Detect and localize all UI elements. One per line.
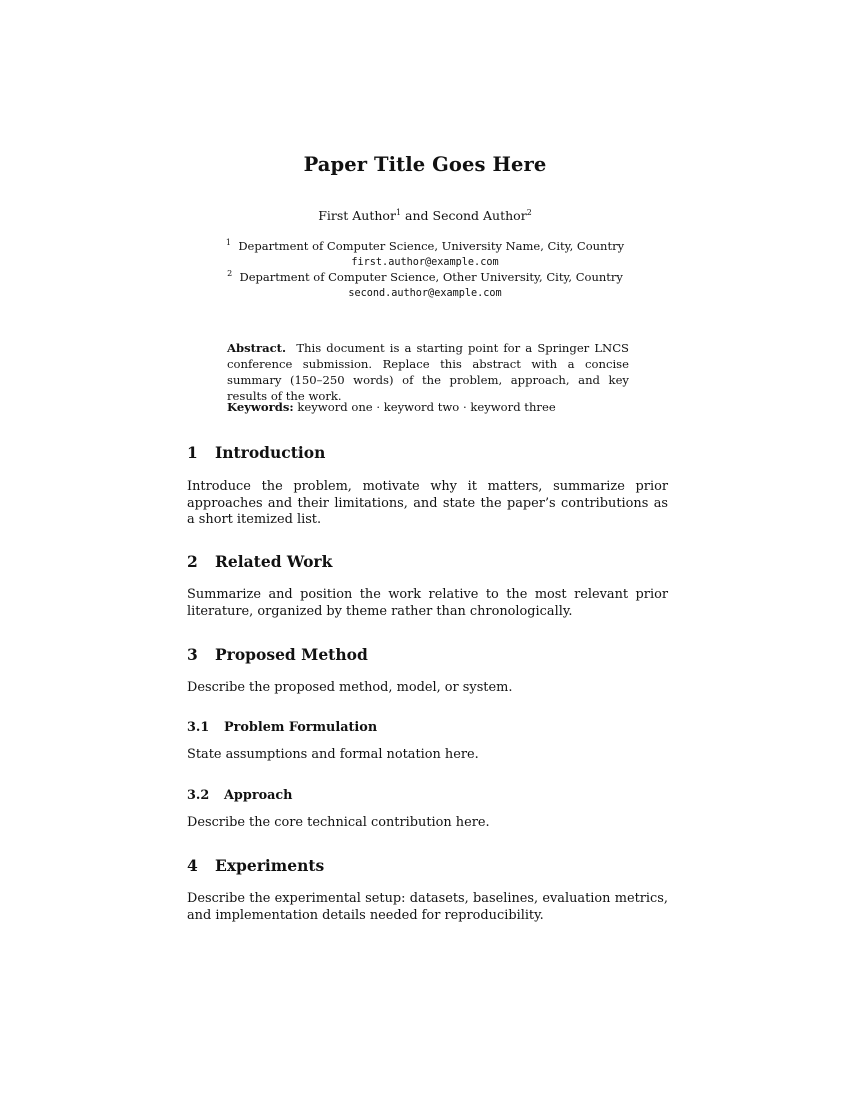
subsection-body-problem-formulation: State assumptions and formal notation here. xyxy=(187,747,479,762)
author-mark: 1 xyxy=(395,207,402,217)
section-body-introduction: Introduce the problem, motivate why it matters, summarize prior approaches and their limitations, and state the paper’s contributions as a short itemized list. xyxy=(187,479,668,528)
author-mark: 2 xyxy=(526,207,532,217)
abstract xyxy=(227,340,629,404)
subsection-body-approach: Describe the core technical contribution here. xyxy=(187,815,490,830)
keywords-label: Keywords: xyxy=(227,400,294,414)
author-name: First Author xyxy=(318,208,396,223)
section-number: 3 xyxy=(187,645,198,664)
subsection-heading-approach xyxy=(187,788,668,803)
abstract-label: Abstract. xyxy=(227,341,287,355)
author-line xyxy=(0,208,850,223)
section-number: 1 xyxy=(187,443,198,462)
affiliation-1-email: first.author@example.com xyxy=(351,257,499,268)
section-heading-experiments xyxy=(187,856,668,875)
subsection-number: 3.1 xyxy=(187,720,210,735)
affiliation-2-email: second.author@example.com xyxy=(348,288,502,299)
section-title: Proposed Method xyxy=(215,645,368,664)
section-title: Related Work xyxy=(215,552,333,571)
author-joiner: and xyxy=(405,208,429,223)
subsection-title: Approach xyxy=(224,788,293,803)
abstract-text: This document is a starting point for a Springer LNCS conference submission. Replace this abstract with a concise summary (150–250 words) of the problem, approach, and key results of the work. xyxy=(227,341,630,403)
section-number: 2 xyxy=(187,552,198,571)
subsection-number: 3.2 xyxy=(187,788,210,803)
section-title: Experiments xyxy=(215,856,325,875)
section-number: 4 xyxy=(187,856,198,875)
affiliation-1 xyxy=(0,239,850,253)
subsection-title: Problem Formulation xyxy=(224,720,378,735)
affiliation-mark: 2 xyxy=(227,269,233,279)
affiliation-text: Department of Computer Science, University Name, City, Country xyxy=(238,239,625,253)
section-heading-introduction xyxy=(187,443,668,462)
paper-title: Paper Title Goes Here xyxy=(303,153,547,176)
section-title: Introduction xyxy=(215,443,326,462)
author-name: Second Author xyxy=(432,208,527,223)
keywords xyxy=(227,400,629,414)
subsection-heading-problem-formulation xyxy=(187,720,668,735)
section-body-proposed-method: Describe the proposed method, model, or system. xyxy=(187,680,513,695)
section-heading-related-work xyxy=(187,552,668,571)
affiliation-mark: 1 xyxy=(225,238,232,248)
affiliation-text: Department of Computer Science, Other University, City, Country xyxy=(239,270,623,284)
section-body-experiments: Describe the experimental setup: datasets, baselines, evaluation metrics, and implementation details needed for reproducibility. xyxy=(187,891,668,923)
section-heading-proposed-method xyxy=(187,645,668,664)
keywords-text: keyword one · keyword two · keyword three xyxy=(297,400,556,414)
affiliation-2 xyxy=(0,270,850,284)
section-body-related-work: Summarize and position the work relative to the most relevant prior literature, organized by theme rather than chronologically. xyxy=(187,587,668,619)
